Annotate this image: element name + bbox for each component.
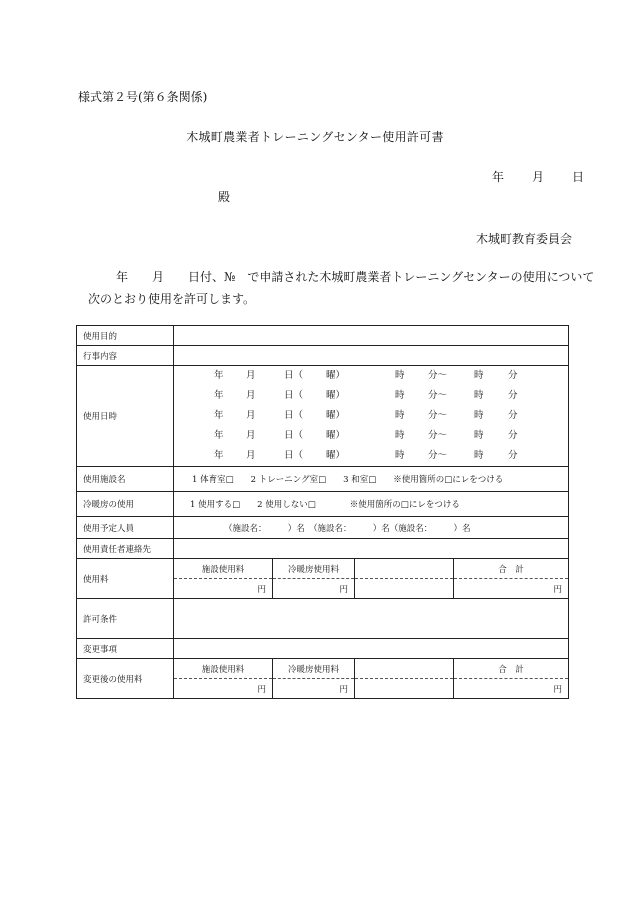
contact-value xyxy=(174,539,569,559)
facility-options: 1 体育室□ 2 トレーニング室□ 3 和室□ ※使用箇所の□にレをつける xyxy=(174,467,569,492)
fee-after-table xyxy=(174,659,568,698)
fee-after-header-blank xyxy=(355,659,454,679)
datetime-label: 使用日時 xyxy=(77,366,174,467)
fee-after-header-ac: 冷暖房使用料 xyxy=(273,659,355,679)
table-row xyxy=(77,639,569,659)
table-row xyxy=(77,326,569,346)
purpose-value xyxy=(174,326,569,346)
changes-label: 変更事項 xyxy=(77,639,174,659)
permit-table xyxy=(76,325,569,699)
table-row xyxy=(77,366,569,467)
table-row xyxy=(77,659,569,699)
changes-value xyxy=(174,639,569,659)
table-row xyxy=(77,559,569,599)
datetime-slot: 年 月 日（ 曜） 時 分〜 時 分 xyxy=(214,410,518,421)
date-day: 日 xyxy=(572,170,585,184)
table-row xyxy=(77,599,569,639)
table-row xyxy=(77,517,569,539)
date-month: 月 xyxy=(532,170,545,184)
issue-date xyxy=(492,168,584,185)
conditions-value xyxy=(174,599,569,639)
fee-after-facility-yen: 円 xyxy=(174,679,273,699)
body-text-line2: 次のとおり使用を許可します。 xyxy=(88,292,256,306)
fee-ac-yen: 円 xyxy=(273,579,355,599)
fee-header-blank xyxy=(355,559,454,579)
people-value: （施設名： ）名 （施設名： ）名（施設名： ）名 xyxy=(174,517,569,539)
fee-cell xyxy=(174,559,569,599)
contact-label: 使用責任者連絡先 xyxy=(77,539,174,559)
fee-after-blank-value xyxy=(355,679,454,699)
fee-facility-yen: 円 xyxy=(174,579,273,599)
table-row xyxy=(77,467,569,492)
table-row xyxy=(77,492,569,517)
ac-options: 1 使用する□ 2 使用しない□ ※使用箇所の□にレをつける xyxy=(174,492,569,517)
fee-header-ac: 冷暖房使用料 xyxy=(273,559,355,579)
datetime-slot: 年 月 日（ 曜） 時 分〜 時 分 xyxy=(214,390,518,401)
table-row xyxy=(77,346,569,366)
people-label: 使用予定人員 xyxy=(77,517,174,539)
datetime-slot: 年 月 日（ 曜） 時 分〜 時 分 xyxy=(214,370,518,381)
fee-after-label: 変更後の使用料 xyxy=(77,659,174,699)
facility-label: 使用施設名 xyxy=(77,467,174,492)
fee-blank-value xyxy=(355,579,454,599)
event-value xyxy=(174,346,569,366)
purpose-label: 使用目的 xyxy=(77,326,174,346)
fee-after-ac-yen: 円 xyxy=(273,679,355,699)
document-title: 木城町農業者トレーニングセンター使用許可書 xyxy=(186,130,444,144)
datetime-slot: 年 月 日（ 曜） 時 分〜 時 分 xyxy=(214,450,518,461)
issuer-name: 木城町教育委員会 xyxy=(475,232,572,246)
addressee-suffix: 殿 xyxy=(218,190,231,204)
fee-label: 使用料 xyxy=(77,559,174,599)
fee-header-facility: 施設使用料 xyxy=(174,559,273,579)
table-row xyxy=(77,539,569,559)
body-text-line1: 年 月 日付、№ で申請された木城町農業者トレーニングセンターの使用について xyxy=(116,270,595,284)
ac-label: 冷暖房の使用 xyxy=(77,492,174,517)
fee-header-total: 合 計 xyxy=(454,559,569,579)
date-year: 年 xyxy=(492,170,505,184)
form-number-label: 様式第２号(第６条関係) xyxy=(78,90,208,104)
fee-table xyxy=(174,559,568,598)
event-label: 行事内容 xyxy=(77,346,174,366)
datetime-slot: 年 月 日（ 曜） 時 分〜 時 分 xyxy=(214,430,518,441)
fee-total-yen: 円 xyxy=(553,584,562,595)
fee-after-cell xyxy=(174,659,569,699)
datetime-slots xyxy=(174,366,569,467)
conditions-label: 許可条件 xyxy=(77,599,174,639)
fee-after-header-total: 合 計 xyxy=(454,659,569,679)
fee-after-header-facility: 施設使用料 xyxy=(174,659,273,679)
fee-after-total-yen: 円 xyxy=(553,684,562,695)
